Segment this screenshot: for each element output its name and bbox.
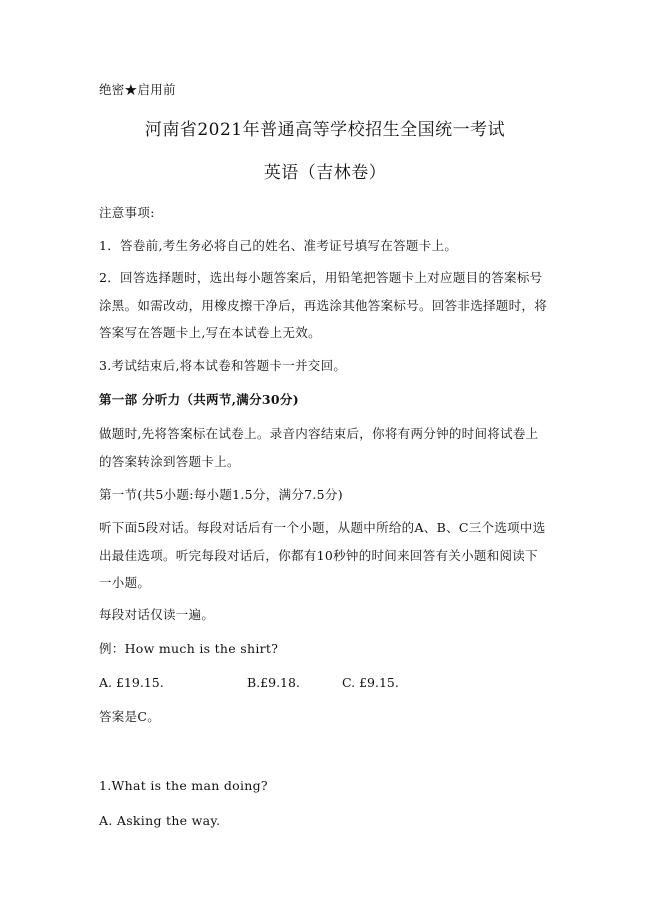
read-once-note: 每段对话仅读一遍。 [99,607,215,622]
section1-instructions-line-1: 听下面5段对话。每段对话后有一个小题，从题中所给的A、B、C三个选项中选 [99,520,546,535]
question-1-option-a: A. Asking the way. [99,813,221,828]
section1-heading: 第一节(共5小题:每小题1.5分，满分7.5分) [99,487,343,502]
notes-item-2-line-1: 2．回答选择题时，选出每小题答案后，用铅笔把答题卡上对应题目的答案标号 [99,270,543,285]
notes-item-1: 1．答卷前,考生务必将自己的姓名、准考证号填写在答题卡上。 [99,238,458,253]
exam-title: 河南省2021年普通高等学校招生全国统一考试 [144,120,506,140]
part1-intro-line-1: 做题时,先将答案标在试卷上。录音内容结束后，你将有两分钟的时间将试卷上 [99,426,539,441]
example-option-a: A. £19.15. [99,675,164,690]
example-question: 例：How much is the shirt? [99,641,279,656]
example-option-c: C. £9.15. [342,675,399,690]
question-1: 1.What is the man doing? [99,778,268,793]
confidential-label: 绝密★启用前 [99,82,176,97]
section1-instructions-line-3: 一小题。 [99,575,151,590]
exam-subtitle: 英语（吉林卷） [263,163,387,183]
notes-item-2-line-3: 答案写在答题卡上,写在本试卷上无效。 [99,325,321,340]
part1-intro-line-2: 的答案转涂到答题卡上。 [99,454,240,469]
part1-heading: 第一部 分听力（共两节,满分30分) [99,392,299,407]
notes-heading: 注意事项: [99,205,155,220]
section1-instructions-line-2: 出最佳选项。听完每段对话后，你都有10秒钟的时间来回答有关小题和阅读下 [99,548,538,563]
notes-item-3: 3.考试结束后,将本试卷和答题卡一并交回。 [99,358,347,373]
notes-item-2-line-2: 涂黑。如需改动，用橡皮擦干净后，再选涂其他答案标号。回答非选择题时，将 [99,298,548,313]
example-answer: 答案是C。 [99,709,161,724]
example-option-b: B.£9.18. [247,675,300,690]
